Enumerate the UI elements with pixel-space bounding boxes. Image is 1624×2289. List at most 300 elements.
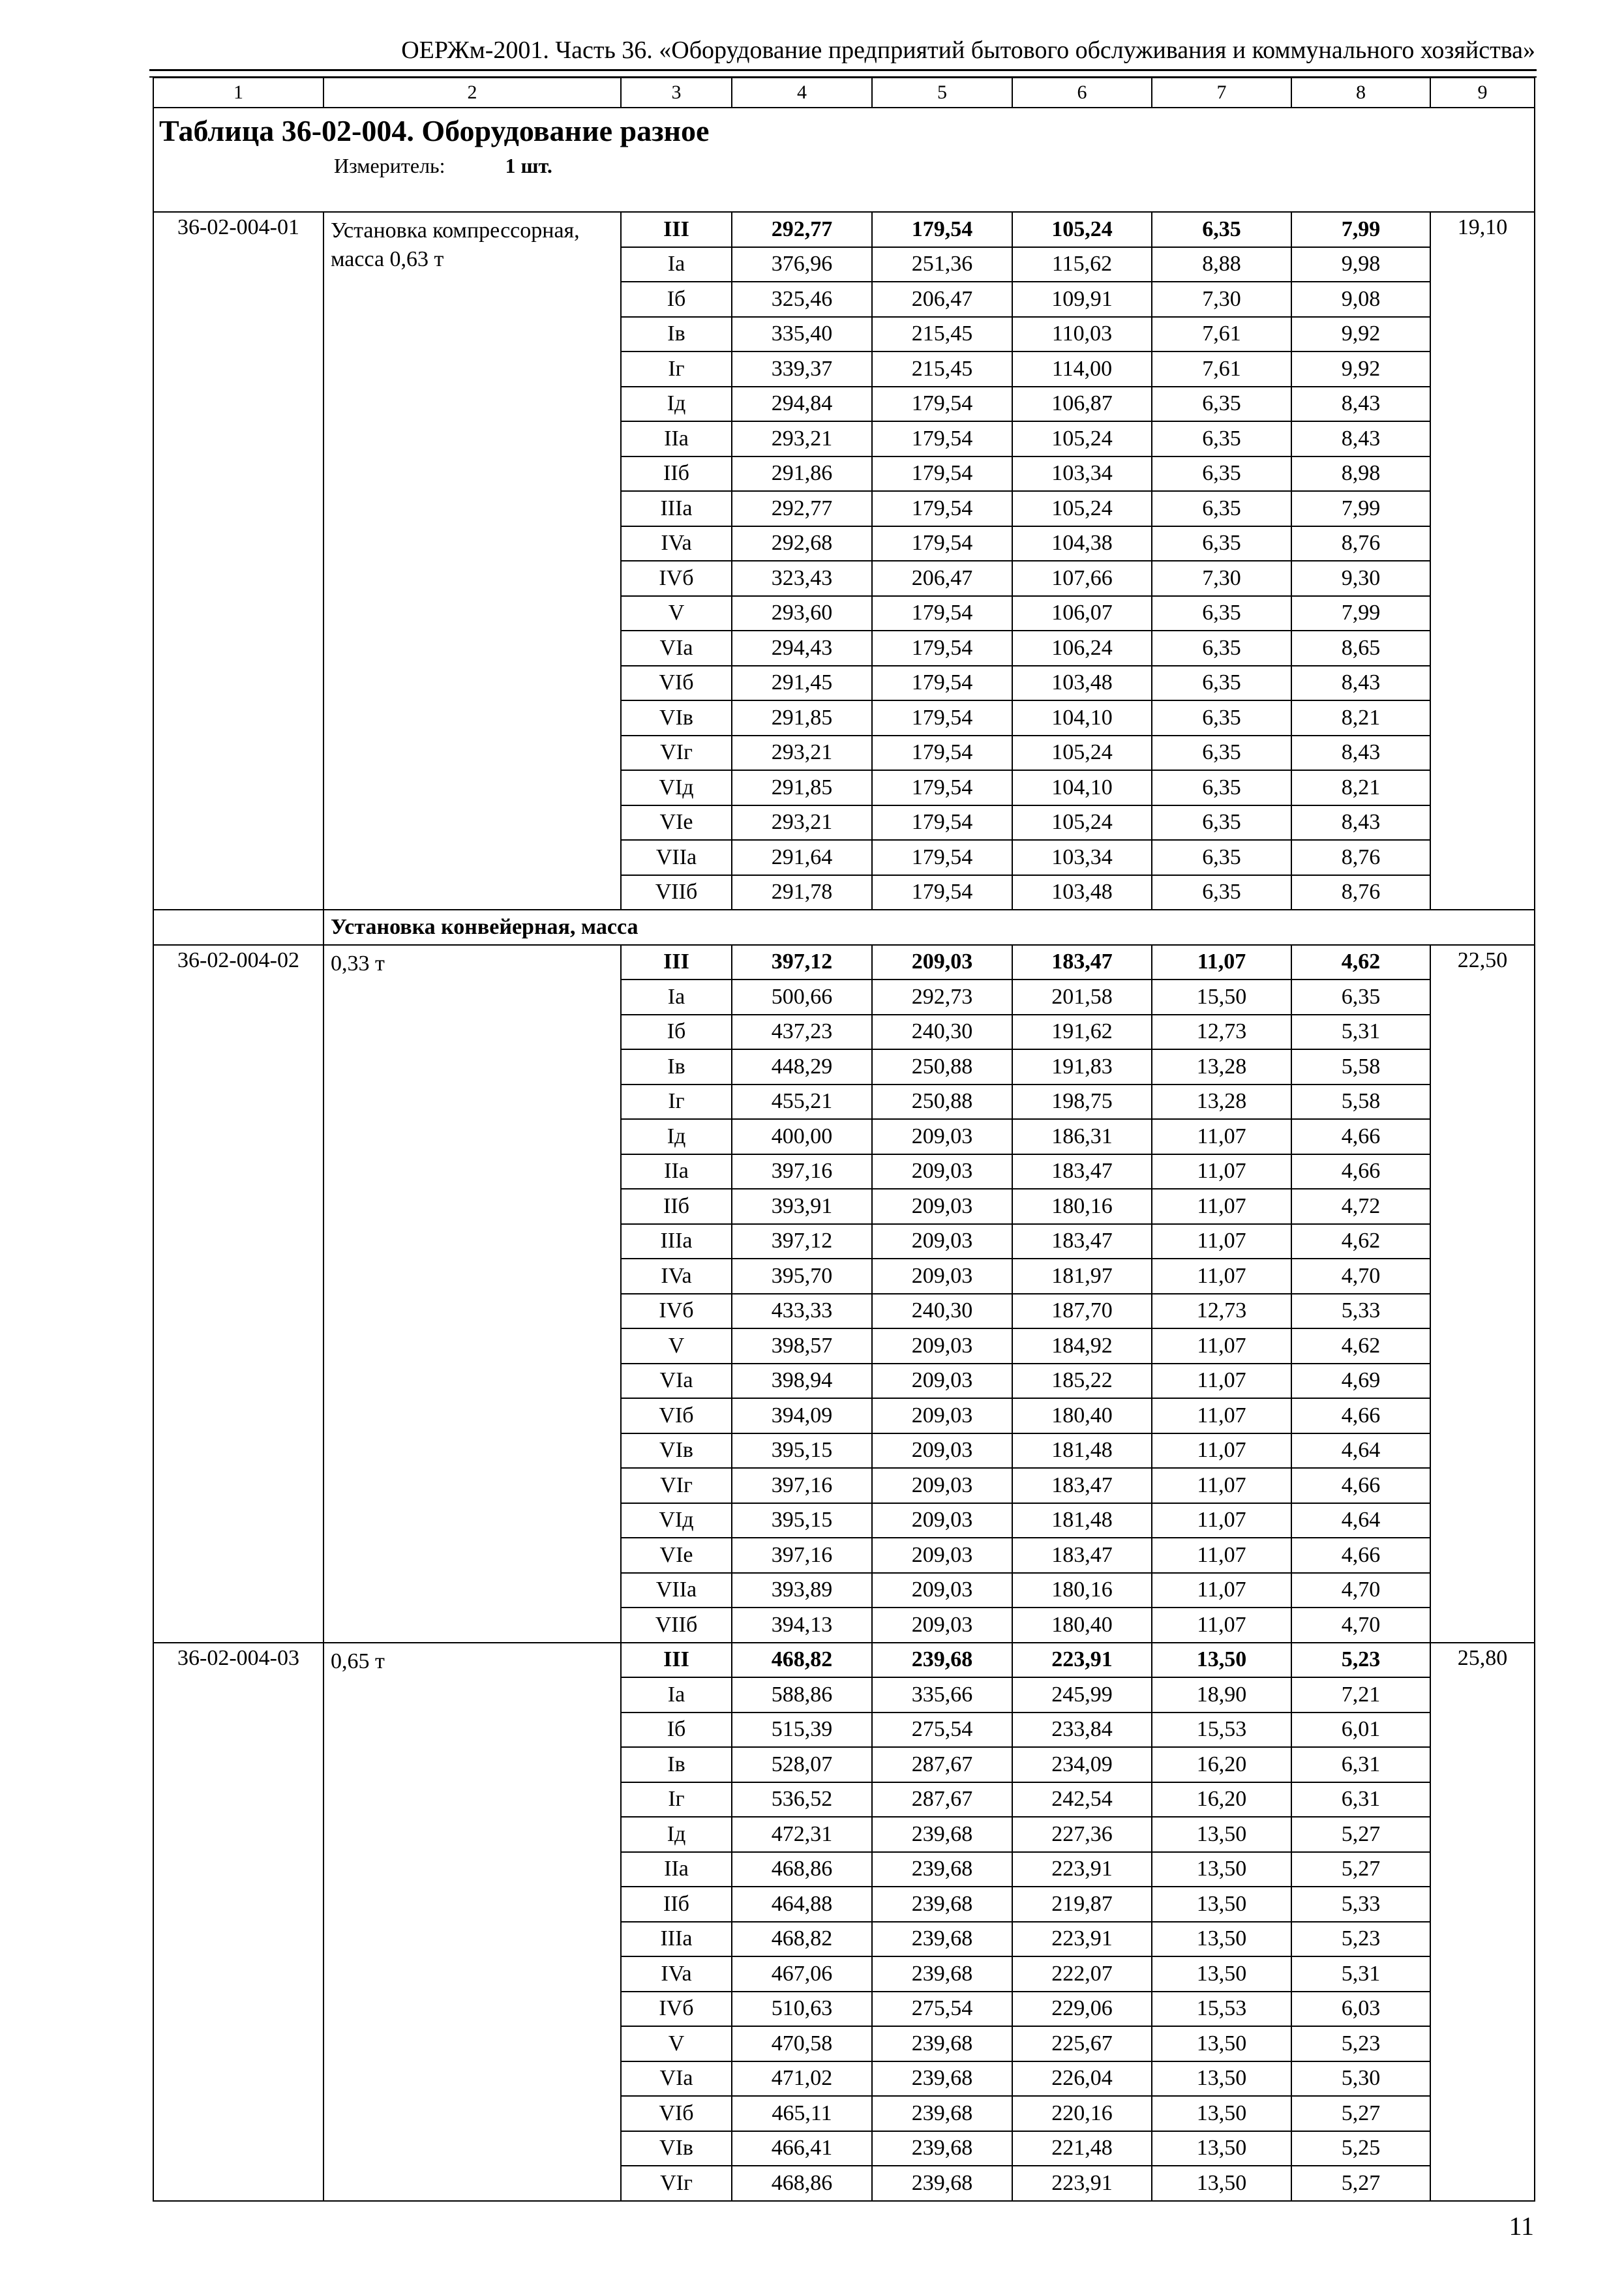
- value-cell: 187,70: [1012, 1294, 1152, 1329]
- value-cell: 181,48: [1012, 1503, 1152, 1538]
- value-cell: 5,30: [1291, 2061, 1430, 2097]
- zone-cell: IVa: [621, 1956, 732, 1992]
- value-cell: 7,99: [1291, 596, 1430, 631]
- value-cell: 180,16: [1012, 1573, 1152, 1608]
- value-cell: 395,15: [732, 1503, 872, 1538]
- value-cell: 221,48: [1012, 2131, 1152, 2166]
- value-cell: 180,40: [1012, 1608, 1152, 1643]
- value-cell: 180,40: [1012, 1398, 1152, 1433]
- value-cell: 292,77: [732, 491, 872, 526]
- value-cell: 104,38: [1012, 526, 1152, 561]
- column-number: 6: [1012, 78, 1152, 108]
- value-cell: 239,68: [872, 1852, 1012, 1887]
- value-cell: 437,23: [732, 1015, 872, 1050]
- value-cell: 4,64: [1291, 1433, 1430, 1469]
- value-cell: 11,07: [1152, 1189, 1291, 1224]
- mass-value: 25,80: [1430, 1643, 1535, 2201]
- table-row: [153, 212, 1535, 247]
- table-title: Таблица 36-02-004. Оборудование разное: [159, 114, 710, 147]
- value-cell: 394,13: [732, 1608, 872, 1643]
- value-cell: 291,64: [732, 840, 872, 875]
- value-cell: 13,50: [1152, 2131, 1291, 2166]
- value-cell: 468,86: [732, 2166, 872, 2201]
- value-cell: 13,50: [1152, 1922, 1291, 1957]
- value-cell: 465,11: [732, 2096, 872, 2131]
- value-cell: 376,96: [732, 247, 872, 282]
- value-cell: 5,33: [1291, 1294, 1430, 1329]
- value-cell: 226,04: [1012, 2061, 1152, 2097]
- value-cell: 209,03: [872, 1608, 1012, 1643]
- page-number: 11: [1509, 2211, 1534, 2241]
- value-cell: 183,47: [1012, 1224, 1152, 1259]
- value-cell: 8,21: [1291, 700, 1430, 736]
- value-cell: 223,91: [1012, 1643, 1152, 1678]
- value-cell: 209,03: [872, 1538, 1012, 1573]
- value-cell: 13,50: [1152, 1643, 1291, 1678]
- value-cell: 4,62: [1291, 1224, 1430, 1259]
- value-cell: 275,54: [872, 1992, 1012, 2027]
- value-cell: 233,84: [1012, 1713, 1152, 1748]
- value-cell: 393,91: [732, 1189, 872, 1224]
- value-cell: 292,77: [732, 212, 872, 247]
- zone-cell: IIa: [621, 1154, 732, 1189]
- value-cell: 11,07: [1152, 1154, 1291, 1189]
- value-cell: 6,35: [1152, 212, 1291, 247]
- value-cell: 225,67: [1012, 2026, 1152, 2061]
- value-cell: 6,35: [1152, 666, 1291, 701]
- value-cell: 536,52: [732, 1782, 872, 1818]
- value-cell: 5,23: [1291, 1643, 1430, 1678]
- zone-cell: IIa: [621, 1852, 732, 1887]
- value-cell: 6,31: [1291, 1782, 1430, 1818]
- zone-cell: IIб: [621, 1189, 732, 1224]
- value-cell: 5,33: [1291, 1887, 1430, 1922]
- zone-cell: IVa: [621, 1259, 732, 1294]
- zone-cell: Iг: [621, 1085, 732, 1120]
- group-subheading-row: [153, 910, 1535, 945]
- value-cell: 588,86: [732, 1677, 872, 1713]
- value-cell: 6,35: [1152, 700, 1291, 736]
- value-cell: 325,46: [732, 282, 872, 317]
- value-cell: 209,03: [872, 1154, 1012, 1189]
- zone-cell: Iг: [621, 352, 732, 387]
- value-cell: 7,61: [1152, 352, 1291, 387]
- value-cell: 293,21: [732, 736, 872, 771]
- value-cell: 8,65: [1291, 631, 1430, 666]
- value-cell: 294,43: [732, 631, 872, 666]
- zone-cell: IIIa: [621, 1224, 732, 1259]
- value-cell: 183,47: [1012, 1468, 1152, 1503]
- value-cell: 11,07: [1152, 945, 1291, 980]
- rates-table: [153, 77, 1535, 2202]
- value-cell: 9,92: [1291, 352, 1430, 387]
- value-cell: 6,01: [1291, 1713, 1430, 1748]
- value-cell: 198,75: [1012, 1085, 1152, 1120]
- value-cell: 209,03: [872, 1468, 1012, 1503]
- value-cell: 251,36: [872, 247, 1012, 282]
- value-cell: 397,12: [732, 1224, 872, 1259]
- value-cell: 105,24: [1012, 421, 1152, 456]
- value-cell: 191,83: [1012, 1049, 1152, 1085]
- value-cell: 5,58: [1291, 1049, 1430, 1085]
- value-cell: 335,40: [732, 317, 872, 352]
- value-cell: 105,24: [1012, 736, 1152, 771]
- value-cell: 215,45: [872, 317, 1012, 352]
- zone-cell: VIб: [621, 666, 732, 701]
- value-cell: 107,66: [1012, 561, 1152, 596]
- value-cell: 8,88: [1152, 247, 1291, 282]
- value-cell: 201,58: [1012, 980, 1152, 1015]
- value-cell: 229,06: [1012, 1992, 1152, 2027]
- value-cell: 240,30: [872, 1015, 1012, 1050]
- value-cell: 8,76: [1291, 526, 1430, 561]
- table-body: [153, 78, 1535, 2201]
- value-cell: 15,50: [1152, 980, 1291, 1015]
- value-cell: 394,09: [732, 1398, 872, 1433]
- value-cell: 206,47: [872, 282, 1012, 317]
- value-cell: 239,68: [872, 1643, 1012, 1678]
- value-cell: 183,47: [1012, 1538, 1152, 1573]
- value-cell: 179,54: [872, 875, 1012, 910]
- value-cell: 15,53: [1152, 1713, 1291, 1748]
- value-cell: 6,35: [1152, 875, 1291, 910]
- value-cell: 179,54: [872, 491, 1012, 526]
- zone-cell: IVб: [621, 561, 732, 596]
- value-cell: 5,27: [1291, 1817, 1430, 1852]
- value-cell: 15,53: [1152, 1992, 1291, 2027]
- value-cell: 6,35: [1152, 840, 1291, 875]
- value-cell: 466,41: [732, 2131, 872, 2166]
- value-cell: 13,28: [1152, 1049, 1291, 1085]
- value-cell: 510,63: [732, 1992, 872, 2027]
- zone-cell: VIв: [621, 1433, 732, 1469]
- value-cell: 9,08: [1291, 282, 1430, 317]
- value-cell: 5,27: [1291, 2166, 1430, 2201]
- zone-cell: VIIa: [621, 840, 732, 875]
- rate-code: 36-02-004-01: [153, 212, 323, 910]
- value-cell: 13,50: [1152, 2061, 1291, 2097]
- value-cell: 335,66: [872, 1677, 1012, 1713]
- value-cell: 397,16: [732, 1538, 872, 1573]
- value-cell: 339,37: [732, 352, 872, 387]
- column-number: 9: [1430, 78, 1535, 108]
- zone-cell: Iв: [621, 317, 732, 352]
- value-cell: 239,68: [872, 1922, 1012, 1957]
- column-number: 7: [1152, 78, 1291, 108]
- value-cell: 6,35: [1152, 387, 1291, 422]
- value-cell: 4,66: [1291, 1154, 1430, 1189]
- value-cell: 11,07: [1152, 1364, 1291, 1399]
- value-cell: 6,31: [1291, 1747, 1430, 1782]
- value-cell: 179,54: [872, 666, 1012, 701]
- zone-cell: VIe: [621, 1538, 732, 1573]
- zone-cell: VIг: [621, 1468, 732, 1503]
- zone-cell: Iб: [621, 282, 732, 317]
- value-cell: 291,85: [732, 700, 872, 736]
- mass-value: 19,10: [1430, 212, 1535, 910]
- value-cell: 103,48: [1012, 666, 1152, 701]
- value-cell: 105,24: [1012, 805, 1152, 841]
- value-cell: 6,35: [1291, 980, 1430, 1015]
- value-cell: 5,58: [1291, 1085, 1430, 1120]
- value-cell: 9,92: [1291, 317, 1430, 352]
- value-cell: 9,98: [1291, 247, 1430, 282]
- value-cell: 106,24: [1012, 631, 1152, 666]
- value-cell: 8,76: [1291, 840, 1430, 875]
- value-cell: 109,91: [1012, 282, 1152, 317]
- column-number: 5: [872, 78, 1012, 108]
- value-cell: 114,00: [1012, 352, 1152, 387]
- value-cell: 515,39: [732, 1713, 872, 1748]
- value-cell: 103,34: [1012, 840, 1152, 875]
- value-cell: 6,35: [1152, 526, 1291, 561]
- value-cell: 239,68: [872, 2026, 1012, 2061]
- value-cell: 7,61: [1152, 317, 1291, 352]
- value-cell: 7,21: [1291, 1677, 1430, 1713]
- value-cell: 4,62: [1291, 1328, 1430, 1364]
- value-cell: 105,24: [1012, 491, 1152, 526]
- value-cell: 11,07: [1152, 1538, 1291, 1573]
- column-number: 4: [732, 78, 872, 108]
- value-cell: 179,54: [872, 387, 1012, 422]
- value-cell: 13,50: [1152, 1887, 1291, 1922]
- value-cell: 7,99: [1291, 212, 1430, 247]
- rate-description: 0,65 т: [323, 1643, 621, 2201]
- zone-cell: Iд: [621, 387, 732, 422]
- value-cell: 179,54: [872, 770, 1012, 805]
- table-title-row: [153, 108, 1535, 212]
- value-cell: 471,02: [732, 2061, 872, 2097]
- page-header-title: ОЕРЖм-2001. Часть 36. «Оборудование предприятий бытового обслуживания и коммунального хозяйства»: [401, 37, 1535, 64]
- value-cell: 468,82: [732, 1643, 872, 1678]
- zone-cell: VIг: [621, 2166, 732, 2201]
- value-cell: 240,30: [872, 1294, 1012, 1329]
- zone-cell: VIIб: [621, 875, 732, 910]
- value-cell: 275,54: [872, 1713, 1012, 1748]
- column-number: 8: [1291, 78, 1430, 108]
- zone-cell: VIIa: [621, 1573, 732, 1608]
- zone-cell: VIa: [621, 631, 732, 666]
- value-cell: 179,54: [872, 212, 1012, 247]
- value-cell: 183,47: [1012, 945, 1152, 980]
- value-cell: 209,03: [872, 1364, 1012, 1399]
- value-cell: 223,91: [1012, 2166, 1152, 2201]
- zone-cell: Iб: [621, 1015, 732, 1050]
- zone-cell: IIIa: [621, 491, 732, 526]
- value-cell: 13,50: [1152, 2026, 1291, 2061]
- zone-cell: Iд: [621, 1119, 732, 1154]
- value-cell: 179,54: [872, 631, 1012, 666]
- value-cell: 13,50: [1152, 2166, 1291, 2201]
- value-cell: 4,70: [1291, 1259, 1430, 1294]
- value-cell: 11,07: [1152, 1433, 1291, 1469]
- value-cell: 11,07: [1152, 1468, 1291, 1503]
- value-cell: 179,54: [872, 805, 1012, 841]
- zone-cell: IVб: [621, 1992, 732, 2027]
- value-cell: 6,35: [1152, 736, 1291, 771]
- value-cell: 12,73: [1152, 1294, 1291, 1329]
- zone-cell: Ia: [621, 1677, 732, 1713]
- value-cell: 185,22: [1012, 1364, 1152, 1399]
- value-cell: 8,21: [1291, 770, 1430, 805]
- value-cell: 467,06: [732, 1956, 872, 1992]
- value-cell: 6,03: [1291, 1992, 1430, 2027]
- value-cell: 4,62: [1291, 945, 1430, 980]
- value-cell: 191,62: [1012, 1015, 1152, 1050]
- value-cell: 11,07: [1152, 1328, 1291, 1364]
- empty-cell: [153, 910, 323, 945]
- value-cell: 103,34: [1012, 456, 1152, 492]
- value-cell: 179,54: [872, 736, 1012, 771]
- value-cell: 293,60: [732, 596, 872, 631]
- value-cell: 468,82: [732, 1922, 872, 1957]
- value-cell: 8,98: [1291, 456, 1430, 492]
- rate-description: Установка компрессорная, масса 0,63 т: [323, 212, 621, 910]
- value-cell: 5,23: [1291, 2026, 1430, 2061]
- value-cell: 4,64: [1291, 1503, 1430, 1538]
- value-cell: 4,72: [1291, 1189, 1430, 1224]
- value-cell: 11,07: [1152, 1224, 1291, 1259]
- value-cell: 209,03: [872, 1328, 1012, 1364]
- value-cell: 12,73: [1152, 1015, 1291, 1050]
- measure-label: Измеритель:: [334, 153, 445, 177]
- zone-cell: VIa: [621, 2061, 732, 2097]
- value-cell: 400,00: [732, 1119, 872, 1154]
- value-cell: 220,16: [1012, 2096, 1152, 2131]
- value-cell: 293,21: [732, 421, 872, 456]
- measure-unit: 1 шт.: [505, 153, 552, 177]
- zone-cell: VIв: [621, 700, 732, 736]
- value-cell: 242,54: [1012, 1782, 1152, 1818]
- column-number-row: [153, 78, 1535, 108]
- value-cell: 183,47: [1012, 1154, 1152, 1189]
- value-cell: 18,90: [1152, 1677, 1291, 1713]
- value-cell: 6,35: [1152, 456, 1291, 492]
- value-cell: 4,69: [1291, 1364, 1430, 1399]
- value-cell: 180,16: [1012, 1189, 1152, 1224]
- value-cell: 395,15: [732, 1433, 872, 1469]
- table-row: [153, 945, 1535, 980]
- value-cell: 179,54: [872, 421, 1012, 456]
- value-cell: 223,91: [1012, 1852, 1152, 1887]
- value-cell: 209,03: [872, 945, 1012, 980]
- value-cell: 13,50: [1152, 2096, 1291, 2131]
- value-cell: 181,97: [1012, 1259, 1152, 1294]
- zone-cell: VIд: [621, 770, 732, 805]
- value-cell: 209,03: [872, 1433, 1012, 1469]
- measure-line: [159, 153, 1529, 178]
- value-cell: 8,43: [1291, 387, 1430, 422]
- column-number: 3: [621, 78, 732, 108]
- value-cell: 8,43: [1291, 805, 1430, 841]
- value-cell: 8,43: [1291, 421, 1430, 456]
- value-cell: 500,66: [732, 980, 872, 1015]
- value-cell: 103,48: [1012, 875, 1152, 910]
- value-cell: 7,30: [1152, 282, 1291, 317]
- column-number: 2: [323, 78, 621, 108]
- value-cell: 179,54: [872, 456, 1012, 492]
- zone-cell: IIIa: [621, 1922, 732, 1957]
- value-cell: 398,94: [732, 1364, 872, 1399]
- value-cell: 323,43: [732, 561, 872, 596]
- value-cell: 179,54: [872, 700, 1012, 736]
- value-cell: 250,88: [872, 1085, 1012, 1120]
- value-cell: 6,35: [1152, 631, 1291, 666]
- value-cell: 115,62: [1012, 247, 1152, 282]
- value-cell: 215,45: [872, 352, 1012, 387]
- value-cell: 181,48: [1012, 1433, 1152, 1469]
- zone-cell: VIб: [621, 2096, 732, 2131]
- value-cell: 179,54: [872, 840, 1012, 875]
- value-cell: 184,92: [1012, 1328, 1152, 1364]
- value-cell: 528,07: [732, 1747, 872, 1782]
- value-cell: 245,99: [1012, 1677, 1152, 1713]
- value-cell: 239,68: [872, 2131, 1012, 2166]
- value-cell: 239,68: [872, 2096, 1012, 2131]
- zone-cell: VIд: [621, 1503, 732, 1538]
- value-cell: 397,12: [732, 945, 872, 980]
- value-cell: 4,66: [1291, 1398, 1430, 1433]
- zone-cell: Iб: [621, 1713, 732, 1748]
- value-cell: 11,07: [1152, 1259, 1291, 1294]
- zone-cell: III: [621, 212, 732, 247]
- value-cell: 13,50: [1152, 1852, 1291, 1887]
- value-cell: 291,45: [732, 666, 872, 701]
- value-cell: 222,07: [1012, 1956, 1152, 1992]
- value-cell: 448,29: [732, 1049, 872, 1085]
- value-cell: 16,20: [1152, 1782, 1291, 1818]
- value-cell: 7,99: [1291, 491, 1430, 526]
- zone-cell: VIa: [621, 1364, 732, 1399]
- zone-cell: IIa: [621, 421, 732, 456]
- value-cell: 239,68: [872, 1956, 1012, 1992]
- value-cell: 13,28: [1152, 1085, 1291, 1120]
- value-cell: 250,88: [872, 1049, 1012, 1085]
- value-cell: 209,03: [872, 1503, 1012, 1538]
- value-cell: 397,16: [732, 1468, 872, 1503]
- zone-cell: V: [621, 2026, 732, 2061]
- value-cell: 5,25: [1291, 2131, 1430, 2166]
- value-cell: 110,03: [1012, 317, 1152, 352]
- value-cell: 227,36: [1012, 1817, 1152, 1852]
- value-cell: 219,87: [1012, 1887, 1152, 1922]
- value-cell: 472,31: [732, 1817, 872, 1852]
- value-cell: 287,67: [872, 1747, 1012, 1782]
- value-cell: 4,70: [1291, 1573, 1430, 1608]
- value-cell: 470,58: [732, 2026, 872, 2061]
- value-cell: 206,47: [872, 561, 1012, 596]
- zone-cell: VIe: [621, 805, 732, 841]
- value-cell: 11,07: [1152, 1573, 1291, 1608]
- value-cell: 106,07: [1012, 596, 1152, 631]
- value-cell: 209,03: [872, 1224, 1012, 1259]
- zone-cell: VIб: [621, 1398, 732, 1433]
- value-cell: 6,35: [1152, 491, 1291, 526]
- zone-cell: Iв: [621, 1049, 732, 1085]
- value-cell: 5,27: [1291, 2096, 1430, 2131]
- value-cell: 9,30: [1291, 561, 1430, 596]
- value-cell: 6,35: [1152, 596, 1291, 631]
- value-cell: 223,91: [1012, 1922, 1152, 1957]
- value-cell: 395,70: [732, 1259, 872, 1294]
- value-cell: 291,85: [732, 770, 872, 805]
- value-cell: 5,31: [1291, 1015, 1430, 1050]
- zone-cell: Ia: [621, 247, 732, 282]
- zone-cell: IIб: [621, 1887, 732, 1922]
- value-cell: 291,86: [732, 456, 872, 492]
- value-cell: 209,03: [872, 1259, 1012, 1294]
- value-cell: 294,84: [732, 387, 872, 422]
